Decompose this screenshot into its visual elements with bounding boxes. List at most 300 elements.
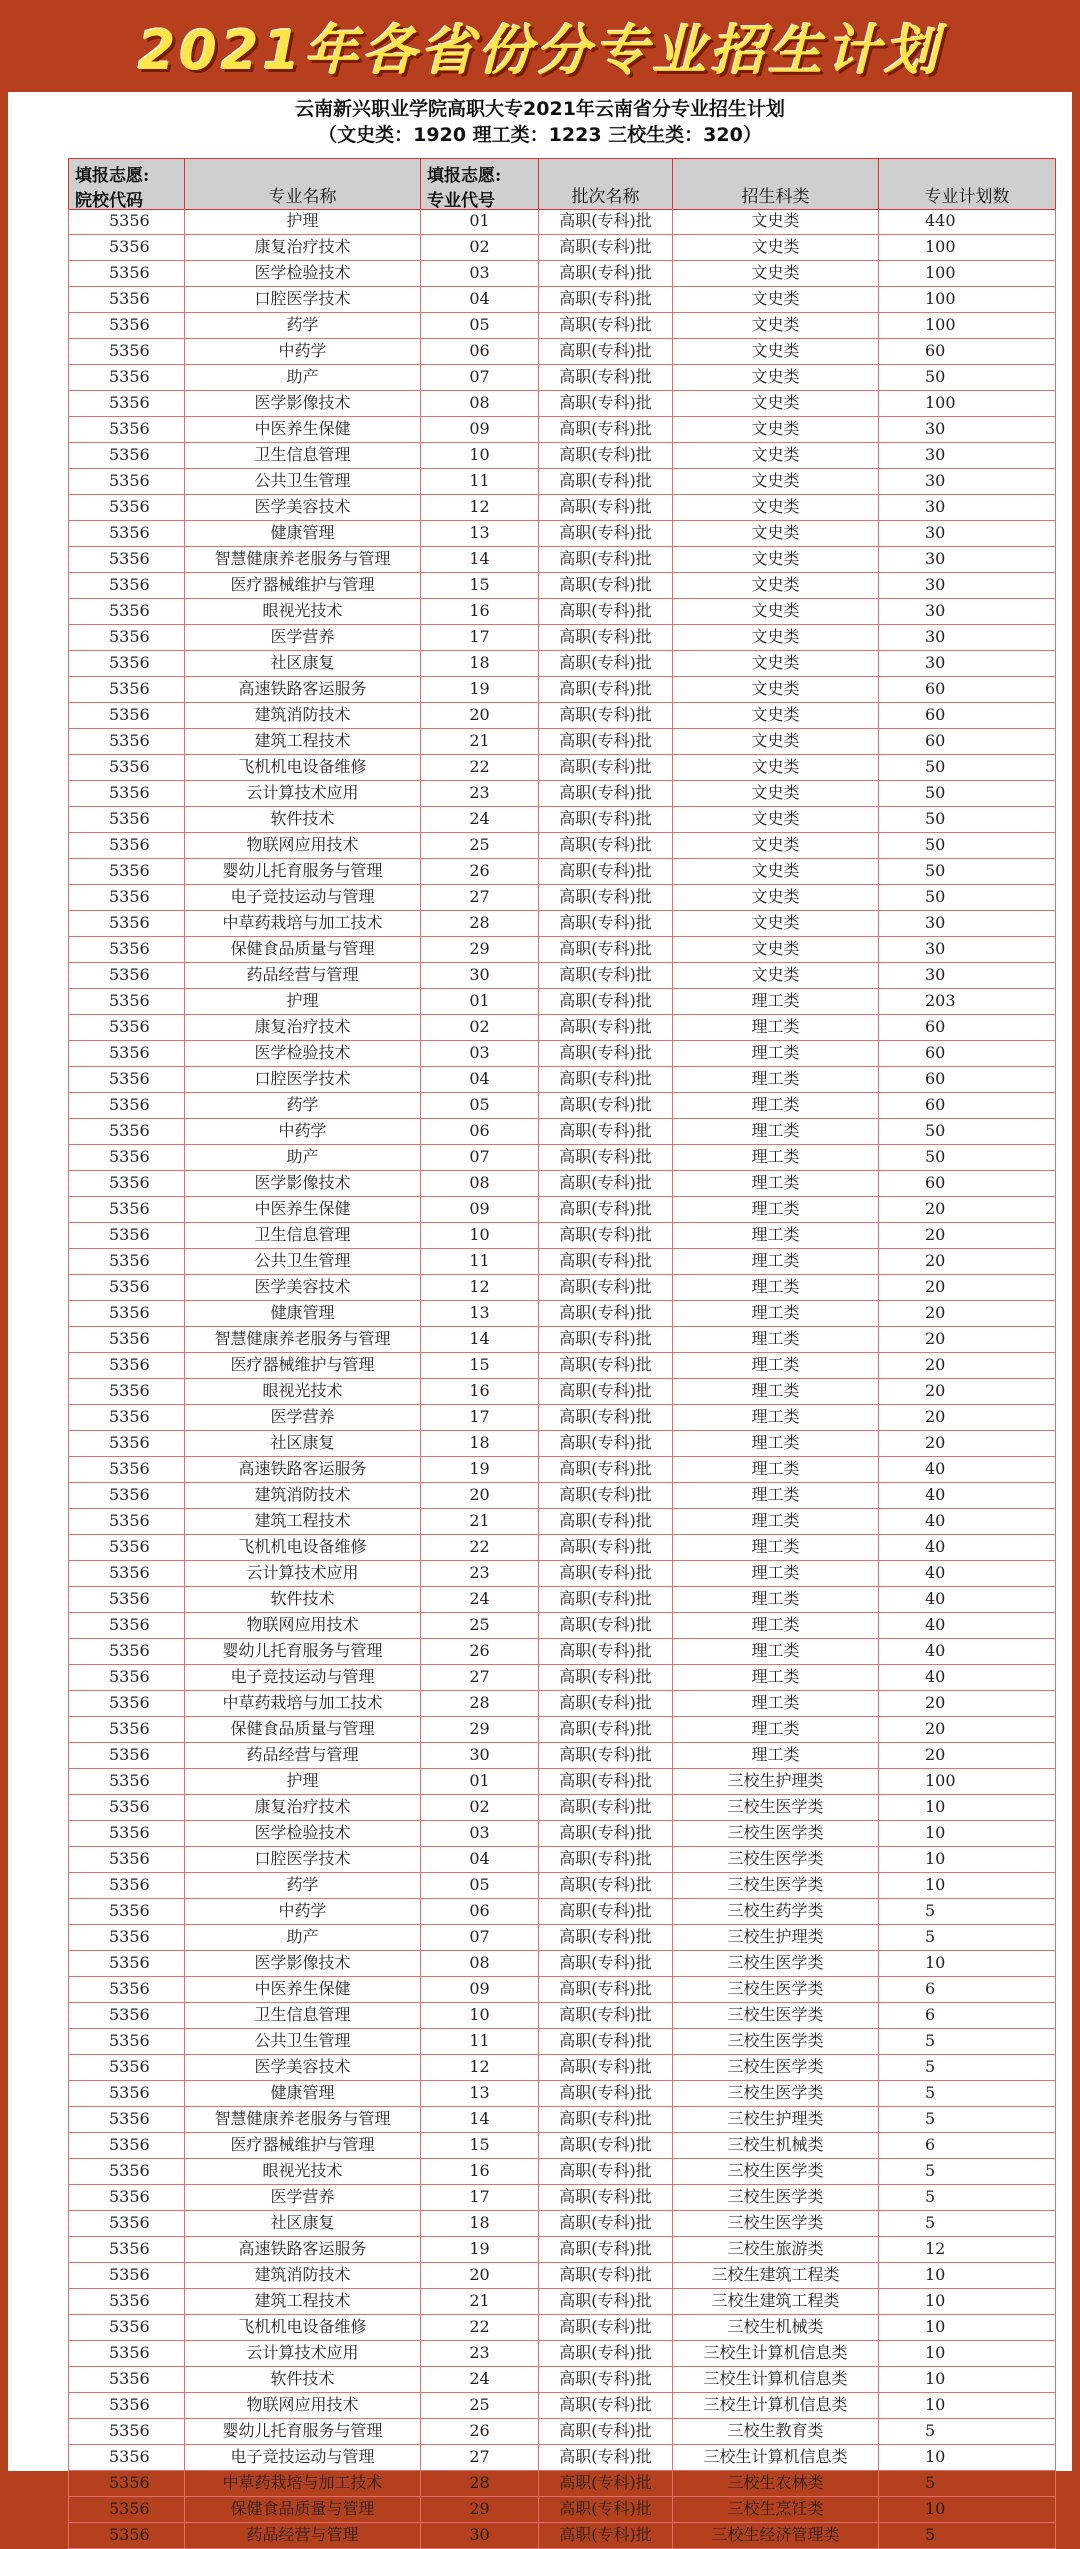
cell-plan: 10 [879, 2393, 1056, 2418]
cell-plan: 5 [879, 2419, 1056, 2444]
cell-category: 三校生医学类 [673, 2029, 879, 2054]
cell-school-code: 5356 [68, 1067, 185, 1092]
cell-batch: 高职(专科)批 [539, 2523, 673, 2548]
table-row [68, 2471, 1056, 2497]
cell-category: 文史类 [673, 495, 879, 520]
table-row [68, 1717, 1056, 1743]
cell-plan: 6 [879, 2003, 1056, 2028]
cell-major-name: 护理 [185, 989, 421, 1014]
cell-major-name: 医学美容技术 [185, 495, 421, 520]
cell-plan: 10 [879, 2263, 1056, 2288]
cell-school-code: 5356 [68, 781, 185, 806]
cell-major-name: 助产 [185, 365, 421, 390]
cell-batch: 高职(专科)批 [539, 1483, 673, 1508]
cell-major-name: 云计算技术应用 [185, 781, 421, 806]
cell-category: 文史类 [673, 625, 879, 650]
cell-category: 文史类 [673, 703, 879, 728]
cell-category: 三校生烹饪类 [673, 2497, 879, 2522]
cell-major-code: 15 [421, 2133, 539, 2158]
cell-category: 三校生医学类 [673, 2003, 879, 2028]
cell-major-code: 06 [421, 339, 539, 364]
table-row [68, 1041, 1056, 1067]
cell-school-code: 5356 [68, 2315, 185, 2340]
cell-major-name: 眼视光技术 [185, 1379, 421, 1404]
cell-batch: 高职(专科)批 [539, 1925, 673, 1950]
cell-batch: 高职(专科)批 [539, 1457, 673, 1482]
cell-plan: 40 [879, 1561, 1056, 1586]
cell-major-name: 建筑工程技术 [185, 2289, 421, 2314]
cell-plan: 5 [879, 2185, 1056, 2210]
cell-batch: 高职(专科)批 [539, 807, 673, 832]
cell-category: 理工类 [673, 1613, 879, 1638]
table-row [68, 2419, 1056, 2445]
table-row [68, 1275, 1056, 1301]
cell-category: 三校生计算机信息类 [673, 2393, 879, 2418]
cell-major-name: 健康管理 [185, 2081, 421, 2106]
cell-category: 理工类 [673, 1327, 879, 1352]
cell-category: 三校生机械类 [673, 2315, 879, 2340]
cell-plan: 5 [879, 2055, 1056, 2080]
cell-major-name: 医学检验技术 [185, 1041, 421, 1066]
cell-major-name: 公共卫生管理 [185, 2029, 421, 2054]
cell-major-code: 19 [421, 2237, 539, 2262]
cell-major-name: 医学营养 [185, 625, 421, 650]
cell-major-name: 电子竞技运动与管理 [185, 885, 421, 910]
cell-major-name: 口腔医学技术 [185, 1847, 421, 1872]
cell-major-name: 眼视光技术 [185, 599, 421, 624]
cell-school-code: 5356 [68, 1665, 185, 1690]
cell-category: 文史类 [673, 365, 879, 390]
table-row [68, 2185, 1056, 2211]
cell-school-code: 5356 [68, 2081, 185, 2106]
cell-plan: 30 [879, 521, 1056, 546]
cell-major-code: 08 [421, 1171, 539, 1196]
cell-category: 三校生农林类 [673, 2471, 879, 2496]
table-row [68, 1015, 1056, 1041]
cell-plan: 10 [879, 1795, 1056, 1820]
cell-major-code: 13 [421, 2081, 539, 2106]
cell-category: 理工类 [673, 1041, 879, 1066]
cell-major-code: 20 [421, 2263, 539, 2288]
table-row [68, 313, 1056, 339]
table-row [68, 989, 1056, 1015]
cell-school-code: 5356 [68, 2237, 185, 2262]
cell-plan: 40 [879, 1665, 1056, 1690]
cell-major-name: 医学营养 [185, 1405, 421, 1430]
cell-batch: 高职(专科)批 [539, 1249, 673, 1274]
cell-major-name: 飞机机电设备维修 [185, 755, 421, 780]
cell-major-code: 28 [421, 1691, 539, 1716]
cell-major-name: 中药学 [185, 339, 421, 364]
cell-school-code: 5356 [68, 2029, 185, 2054]
cell-plan: 60 [879, 1171, 1056, 1196]
cell-plan: 20 [879, 1301, 1056, 1326]
cell-school-code: 5356 [68, 417, 185, 442]
cell-plan: 40 [879, 1483, 1056, 1508]
cell-category: 理工类 [673, 1015, 879, 1040]
cell-major-code: 26 [421, 2419, 539, 2444]
cell-major-code: 26 [421, 859, 539, 884]
cell-batch: 高职(专科)批 [539, 1275, 673, 1300]
table-row [68, 2081, 1056, 2107]
cell-batch: 高职(专科)批 [539, 1717, 673, 1742]
cell-major-code: 25 [421, 833, 539, 858]
cell-batch: 高职(专科)批 [539, 391, 673, 416]
cell-category: 三校生护理类 [673, 1925, 879, 1950]
cell-batch: 高职(专科)批 [539, 2367, 673, 2392]
cell-batch: 高职(专科)批 [539, 989, 673, 1014]
cell-school-code: 5356 [68, 2185, 185, 2210]
cell-batch: 高职(专科)批 [539, 2289, 673, 2314]
table-row [68, 1353, 1056, 1379]
cell-major-name: 健康管理 [185, 521, 421, 546]
cell-plan: 20 [879, 1431, 1056, 1456]
cell-school-code: 5356 [68, 2289, 185, 2314]
cell-major-code: 16 [421, 1379, 539, 1404]
cell-plan: 10 [879, 2315, 1056, 2340]
cell-major-code: 10 [421, 443, 539, 468]
cell-category: 理工类 [673, 1717, 879, 1742]
cell-category: 理工类 [673, 1171, 879, 1196]
cell-school-code: 5356 [68, 2159, 185, 2184]
cell-school-code: 5356 [68, 989, 185, 1014]
cell-batch: 高职(专科)批 [539, 287, 673, 312]
cell-batch: 高职(专科)批 [539, 1431, 673, 1456]
cell-school-code: 5356 [68, 2497, 185, 2522]
cell-batch: 高职(专科)批 [539, 781, 673, 806]
cell-batch: 高职(专科)批 [539, 339, 673, 364]
cell-major-code: 28 [421, 911, 539, 936]
cell-school-code: 5356 [68, 1743, 185, 1768]
table-row [68, 547, 1056, 573]
table-row [68, 781, 1056, 807]
cell-major-name: 婴幼儿托育服务与管理 [185, 2419, 421, 2444]
cell-major-code: 22 [421, 1535, 539, 1560]
cell-category: 理工类 [673, 1249, 879, 1274]
table-row [68, 2003, 1056, 2029]
cell-school-code: 5356 [68, 261, 185, 286]
cell-major-code: 25 [421, 1613, 539, 1638]
cell-batch: 高职(专科)批 [539, 1639, 673, 1664]
cell-school-code: 5356 [68, 1795, 185, 1820]
cell-school-code: 5356 [68, 1769, 185, 1794]
cell-batch: 高职(专科)批 [539, 2237, 673, 2262]
table-header [68, 158, 1056, 210]
cell-school-code: 5356 [68, 1899, 185, 1924]
cell-batch: 高职(专科)批 [539, 2081, 673, 2106]
cell-major-name: 智慧健康养老服务与管理 [185, 2107, 421, 2132]
cell-school-code: 5356 [68, 755, 185, 780]
cell-school-code: 5356 [68, 2211, 185, 2236]
cell-major-code: 02 [421, 1015, 539, 1040]
cell-major-code: 23 [421, 781, 539, 806]
cell-major-code: 06 [421, 1119, 539, 1144]
cell-school-code: 5356 [68, 1431, 185, 1456]
cell-category: 三校生医学类 [673, 1977, 879, 2002]
cell-major-code: 05 [421, 1873, 539, 1898]
cell-category: 文史类 [673, 937, 879, 962]
cell-batch: 高职(专科)批 [539, 833, 673, 858]
cell-school-code: 5356 [68, 1171, 185, 1196]
cell-major-code: 01 [421, 1769, 539, 1794]
cell-school-code: 5356 [68, 2445, 185, 2470]
cell-major-name: 助产 [185, 1145, 421, 1170]
cell-batch: 高职(专科)批 [539, 1067, 673, 1092]
table-row [68, 2367, 1056, 2393]
cell-school-code: 5356 [68, 2471, 185, 2496]
cell-major-name: 中药学 [185, 1899, 421, 1924]
cell-category: 文史类 [673, 417, 879, 442]
cell-school-code: 5356 [68, 443, 185, 468]
cell-batch: 高职(专科)批 [539, 2341, 673, 2366]
cell-plan: 12 [879, 2237, 1056, 2262]
cell-batch: 高职(专科)批 [539, 1353, 673, 1378]
cell-major-name: 社区康复 [185, 2211, 421, 2236]
cell-category: 三校生医学类 [673, 1873, 879, 1898]
cell-school-code: 5356 [68, 235, 185, 260]
cell-major-code: 08 [421, 1951, 539, 1976]
cell-category: 理工类 [673, 1145, 879, 1170]
table-row [68, 209, 1056, 235]
cell-plan: 100 [879, 235, 1056, 260]
cell-plan: 100 [879, 391, 1056, 416]
table-row [68, 2523, 1056, 2549]
table-row [68, 1743, 1056, 1769]
table-row [68, 807, 1056, 833]
cell-plan: 30 [879, 937, 1056, 962]
cell-plan: 5 [879, 2471, 1056, 2496]
cell-batch: 高职(专科)批 [539, 2471, 673, 2496]
cell-school-code: 5356 [68, 365, 185, 390]
cell-batch: 高职(专科)批 [539, 2107, 673, 2132]
cell-category: 三校生药学类 [673, 1899, 879, 1924]
cell-major-name: 高速铁路客运服务 [185, 677, 421, 702]
table-row [68, 2029, 1056, 2055]
cell-major-name: 医学检验技术 [185, 1821, 421, 1846]
cell-batch: 高职(专科)批 [539, 235, 673, 260]
caption-title: 云南新兴职业学院高职大专2021年云南省分专业招生计划 [295, 98, 785, 120]
cell-major-name: 高速铁路客运服务 [185, 2237, 421, 2262]
cell-category: 理工类 [673, 1379, 879, 1404]
cell-batch: 高职(专科)批 [539, 937, 673, 962]
cell-major-code: 29 [421, 2497, 539, 2522]
cell-major-name: 药学 [185, 313, 421, 338]
cell-category: 理工类 [673, 1093, 879, 1118]
cell-batch: 高职(专科)批 [539, 2159, 673, 2184]
table-row [68, 1951, 1056, 1977]
cell-batch: 高职(专科)批 [539, 729, 673, 754]
cell-school-code: 5356 [68, 521, 185, 546]
table-row [68, 677, 1056, 703]
cell-major-code: 17 [421, 1405, 539, 1430]
cell-major-name: 药学 [185, 1093, 421, 1118]
cell-major-name: 医学影像技术 [185, 1951, 421, 1976]
cell-category: 三校生旅游类 [673, 2237, 879, 2262]
cell-plan: 20 [879, 1743, 1056, 1768]
cell-plan: 20 [879, 1691, 1056, 1716]
table-row [68, 2211, 1056, 2237]
header-major-name: 专业名称 [185, 159, 421, 209]
cell-major-name: 软件技术 [185, 807, 421, 832]
cell-major-name: 医学影像技术 [185, 391, 421, 416]
cell-major-name: 护理 [185, 1769, 421, 1794]
cell-batch: 高职(专科)批 [539, 1405, 673, 1430]
cell-major-code: 16 [421, 2159, 539, 2184]
cell-school-code: 5356 [68, 2055, 185, 2080]
table-row [68, 573, 1056, 599]
cell-school-code: 5356 [68, 1301, 185, 1326]
cell-major-code: 21 [421, 1509, 539, 1534]
cell-category: 理工类 [673, 1067, 879, 1092]
cell-category: 文史类 [673, 859, 879, 884]
table-row [68, 1483, 1056, 1509]
cell-major-name: 药品经营与管理 [185, 2523, 421, 2548]
cell-major-name: 中草药栽培与加工技术 [185, 911, 421, 936]
cell-category: 理工类 [673, 1275, 879, 1300]
cell-category: 理工类 [673, 1119, 879, 1144]
cell-batch: 高职(专科)批 [539, 1535, 673, 1560]
cell-school-code: 5356 [68, 1327, 185, 1352]
cell-plan: 50 [879, 365, 1056, 390]
cell-school-code: 5356 [68, 1483, 185, 1508]
cell-batch: 高职(专科)批 [539, 1015, 673, 1040]
table-row [68, 1639, 1056, 1665]
cell-category: 文史类 [673, 885, 879, 910]
cell-category: 理工类 [673, 989, 879, 1014]
cell-school-code: 5356 [68, 1145, 185, 1170]
cell-plan: 30 [879, 547, 1056, 572]
cell-school-code: 5356 [68, 1249, 185, 1274]
cell-major-code: 01 [421, 989, 539, 1014]
cell-school-code: 5356 [68, 1093, 185, 1118]
cell-major-code: 27 [421, 1665, 539, 1690]
cell-plan: 40 [879, 1587, 1056, 1612]
cell-category: 理工类 [673, 1483, 879, 1508]
cell-plan: 50 [879, 1145, 1056, 1170]
cell-major-name: 电子竞技运动与管理 [185, 2445, 421, 2470]
cell-major-name: 保健食品质量与管理 [185, 937, 421, 962]
cell-major-name: 飞机机电设备维修 [185, 1535, 421, 1560]
cell-plan: 20 [879, 1223, 1056, 1248]
cell-school-code: 5356 [68, 599, 185, 624]
cell-plan: 30 [879, 963, 1056, 988]
cell-major-name: 中草药栽培与加工技术 [185, 2471, 421, 2496]
cell-batch: 高职(专科)批 [539, 547, 673, 572]
cell-school-code: 5356 [68, 833, 185, 858]
header-batch: 批次名称 [539, 159, 673, 209]
cell-plan: 60 [879, 1093, 1056, 1118]
cell-plan: 10 [879, 2367, 1056, 2392]
cell-major-code: 26 [421, 1639, 539, 1664]
cell-batch: 高职(专科)批 [539, 1847, 673, 1872]
cell-batch: 高职(专科)批 [539, 1171, 673, 1196]
cell-category: 文史类 [673, 313, 879, 338]
cell-school-code: 5356 [68, 1613, 185, 1638]
cell-school-code: 5356 [68, 1379, 185, 1404]
cell-category: 三校生医学类 [673, 1821, 879, 1846]
cell-major-code: 10 [421, 2003, 539, 2028]
cell-batch: 高职(专科)批 [539, 443, 673, 468]
cell-batch: 高职(专科)批 [539, 651, 673, 676]
table-row [68, 2263, 1056, 2289]
cell-batch: 高职(专科)批 [539, 2185, 673, 2210]
cell-batch: 高职(专科)批 [539, 1795, 673, 1820]
table-row [68, 963, 1056, 989]
cell-plan: 60 [879, 339, 1056, 364]
cell-category: 三校生护理类 [673, 2107, 879, 2132]
cell-major-name: 药学 [185, 1873, 421, 1898]
cell-major-code: 19 [421, 1457, 539, 1482]
cell-plan: 60 [879, 729, 1056, 754]
cell-major-code: 21 [421, 729, 539, 754]
cell-major-code: 25 [421, 2393, 539, 2418]
cell-major-code: 30 [421, 963, 539, 988]
cell-category: 理工类 [673, 1639, 879, 1664]
cell-major-name: 智慧健康养老服务与管理 [185, 1327, 421, 1352]
cell-plan: 20 [879, 1405, 1056, 1430]
table-row [68, 417, 1056, 443]
cell-batch: 高职(专科)批 [539, 1197, 673, 1222]
cell-major-name: 软件技术 [185, 2367, 421, 2392]
cell-major-code: 05 [421, 313, 539, 338]
table-row [68, 1925, 1056, 1951]
cell-plan: 5 [879, 2107, 1056, 2132]
cell-category: 文史类 [673, 781, 879, 806]
cell-plan: 10 [879, 1821, 1056, 1846]
cell-school-code: 5356 [68, 911, 185, 936]
cell-batch: 高职(专科)批 [539, 1327, 673, 1352]
cell-batch: 高职(专科)批 [539, 859, 673, 884]
cell-major-name: 建筑消防技术 [185, 1483, 421, 1508]
cell-school-code: 5356 [68, 2523, 185, 2548]
cell-plan: 30 [879, 573, 1056, 598]
table-row [68, 1509, 1056, 1535]
cell-category: 三校生医学类 [673, 2211, 879, 2236]
cell-category: 三校生计算机信息类 [673, 2341, 879, 2366]
cell-major-code: 15 [421, 1353, 539, 1378]
table-row [68, 859, 1056, 885]
cell-category: 理工类 [673, 1743, 879, 1768]
cell-plan: 50 [879, 1119, 1056, 1144]
cell-category: 三校生医学类 [673, 2159, 879, 2184]
cell-category: 文史类 [673, 911, 879, 936]
cell-category: 文史类 [673, 391, 879, 416]
cell-plan: 30 [879, 599, 1056, 624]
cell-major-code: 11 [421, 1249, 539, 1274]
table-row [68, 651, 1056, 677]
cell-plan: 20 [879, 1197, 1056, 1222]
cell-school-code: 5356 [68, 1925, 185, 1950]
table-row [68, 2055, 1056, 2081]
cell-plan: 10 [879, 1951, 1056, 1976]
cell-school-code: 5356 [68, 495, 185, 520]
cell-plan: 20 [879, 1717, 1056, 1742]
table-row [68, 1795, 1056, 1821]
cell-batch: 高职(专科)批 [539, 599, 673, 624]
cell-major-name: 婴幼儿托育服务与管理 [185, 1639, 421, 1664]
cell-school-code: 5356 [68, 1405, 185, 1430]
cell-school-code: 5356 [68, 2341, 185, 2366]
table-row [68, 1821, 1056, 1847]
cell-major-name: 物联网应用技术 [185, 833, 421, 858]
cell-major-code: 23 [421, 1561, 539, 1586]
table-row [68, 1249, 1056, 1275]
cell-category: 理工类 [673, 1301, 879, 1326]
table-row [68, 1457, 1056, 1483]
cell-major-name: 医学营养 [185, 2185, 421, 2210]
cell-plan: 20 [879, 1275, 1056, 1300]
cell-batch: 高职(专科)批 [539, 209, 673, 234]
